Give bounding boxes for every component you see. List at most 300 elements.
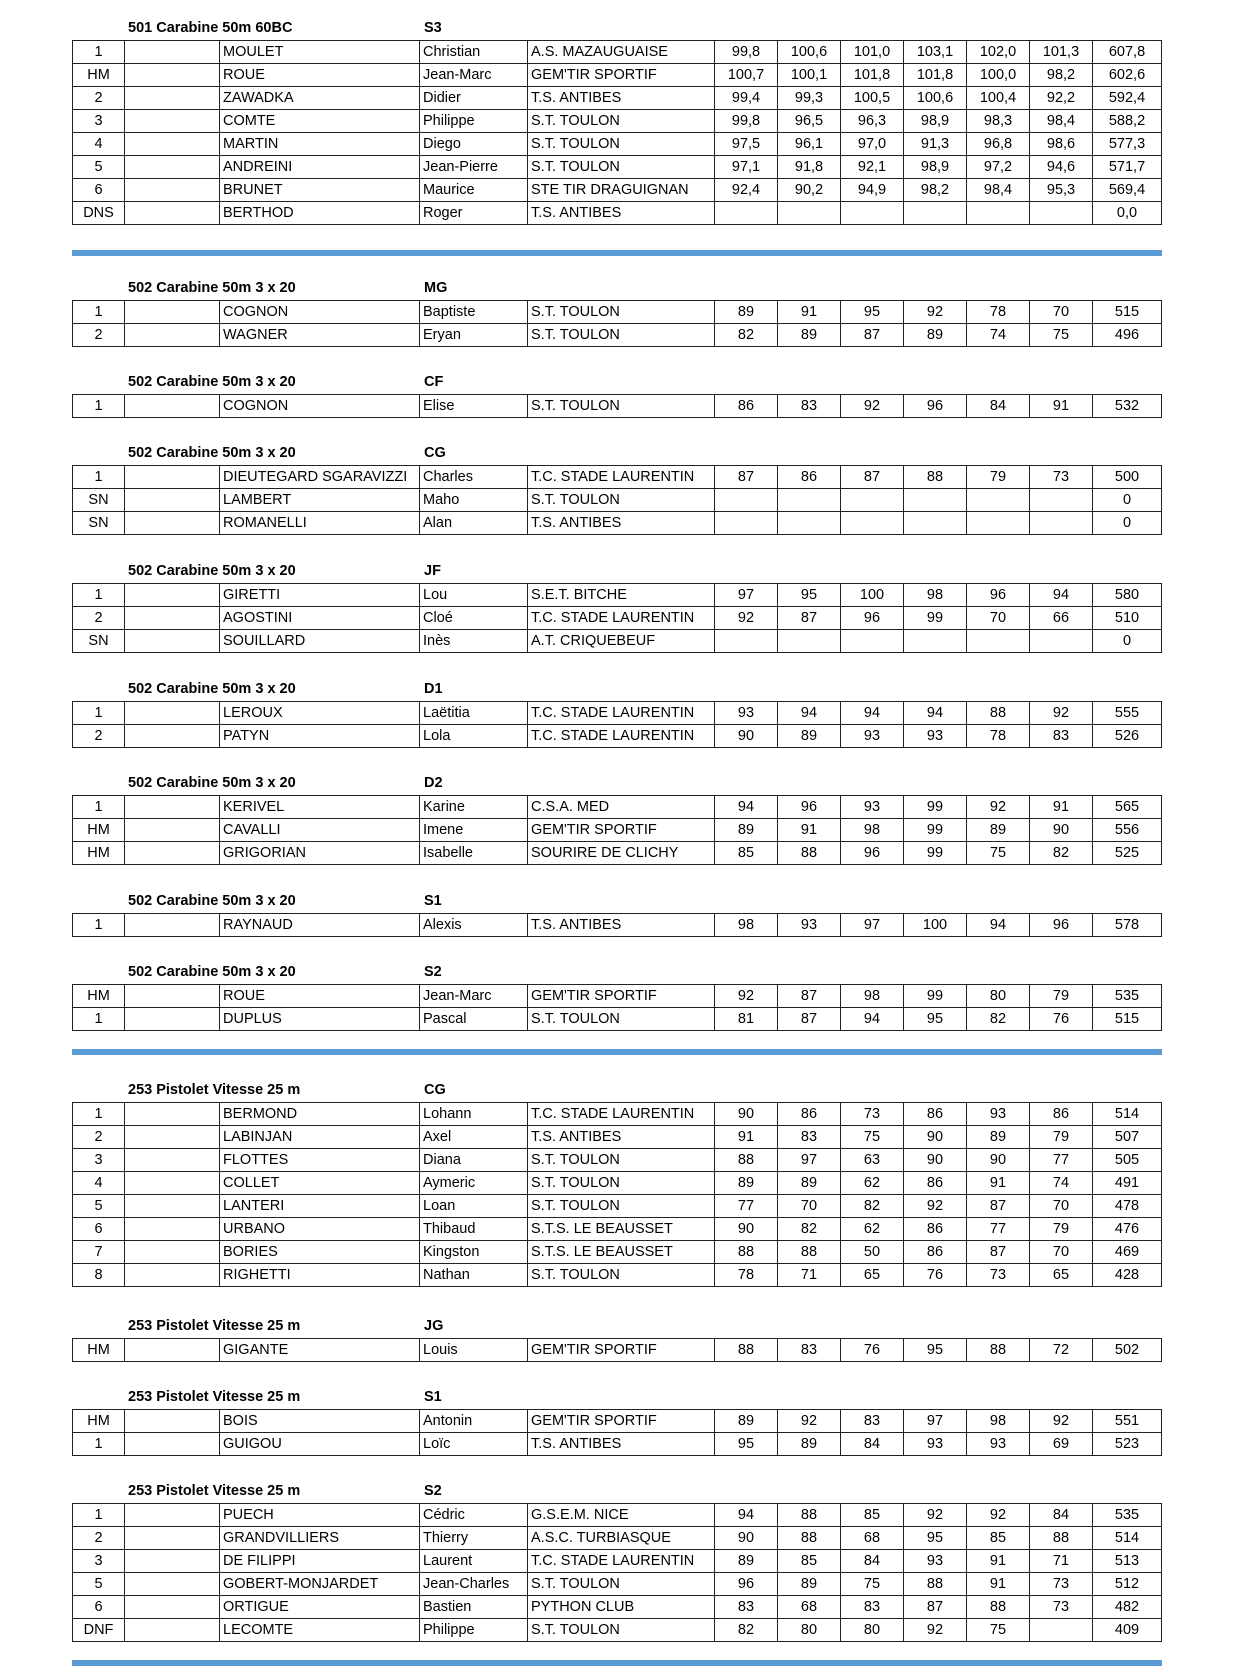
score-s1-cell: 90	[715, 1527, 778, 1550]
total-cell: 482	[1093, 1596, 1162, 1619]
total-cell: 512	[1093, 1573, 1162, 1596]
total-cell: 551	[1093, 1410, 1162, 1433]
score-s4-cell: 103,1	[904, 41, 967, 64]
firstname-cell: Jean-Pierre	[420, 156, 528, 179]
lastname-cell: GIGANTE	[220, 1339, 420, 1362]
score-s6-cell: 92,2	[1030, 87, 1093, 110]
event-title: 502 Carabine 50m 3 x 20	[128, 445, 296, 461]
total-cell: 578	[1093, 914, 1162, 937]
firstname-cell: Inès	[420, 630, 528, 653]
dossard-cell	[125, 1410, 220, 1433]
lastname-cell: GRANDVILLIERS	[220, 1527, 420, 1550]
score-s2-cell: 100,1	[778, 64, 841, 87]
club-cell: GEM'TIR SPORTIF	[528, 1410, 715, 1433]
category-label: MG	[424, 280, 448, 296]
club-cell: S.T.S. LE BEAUSSET	[528, 1241, 715, 1264]
club-cell: T.C. STADE LAURENTIN	[528, 1550, 715, 1573]
score-s5-cell: 91	[967, 1172, 1030, 1195]
lastname-cell: LANTERI	[220, 1195, 420, 1218]
score-s3-cell: 93	[841, 796, 904, 819]
firstname-cell: Jean-Charles	[420, 1573, 528, 1596]
score-s4-cell: 100	[904, 914, 967, 937]
block-header	[72, 771, 1161, 795]
firstname-cell: Aymeric	[420, 1172, 528, 1195]
results-table	[72, 1338, 1162, 1362]
score-s1-cell: 97,5	[715, 133, 778, 156]
total-cell: 526	[1093, 725, 1162, 748]
score-s4-cell: 95	[904, 1008, 967, 1031]
table-row	[73, 630, 1162, 653]
score-s1-cell: 89	[715, 1550, 778, 1573]
score-s1-cell: 92,4	[715, 179, 778, 202]
firstname-cell: Lola	[420, 725, 528, 748]
total-cell: 0	[1093, 489, 1162, 512]
club-cell: T.C. STADE LAURENTIN	[528, 702, 715, 725]
score-s6-cell	[1030, 1619, 1093, 1642]
score-s3-cell: 101,8	[841, 64, 904, 87]
score-s5-cell: 98	[967, 1410, 1030, 1433]
category-label: S1	[424, 893, 442, 909]
table-row	[73, 1619, 1162, 1642]
score-s2-cell: 92	[778, 1410, 841, 1433]
score-s6-cell: 70	[1030, 301, 1093, 324]
rank-cell: SN	[73, 630, 125, 653]
score-s6-cell: 95,3	[1030, 179, 1093, 202]
score-s2-cell	[778, 202, 841, 225]
score-s2-cell: 80	[778, 1619, 841, 1642]
score-s3-cell: 95	[841, 301, 904, 324]
score-s4-cell: 91,3	[904, 133, 967, 156]
rank-cell: 4	[73, 1172, 125, 1195]
score-s3-cell: 84	[841, 1550, 904, 1573]
score-s3-cell: 98	[841, 819, 904, 842]
score-s5-cell: 92	[967, 796, 1030, 819]
score-s5-cell: 88	[967, 702, 1030, 725]
firstname-cell: Isabelle	[420, 842, 528, 865]
dossard-cell	[125, 1218, 220, 1241]
score-s6-cell: 72	[1030, 1339, 1093, 1362]
score-s4-cell	[904, 512, 967, 535]
dossard-cell	[125, 324, 220, 347]
rank-cell: 1	[73, 395, 125, 418]
score-s5-cell	[967, 202, 1030, 225]
score-s1-cell: 78	[715, 1264, 778, 1287]
lastname-cell: FLOTTES	[220, 1149, 420, 1172]
score-s1-cell: 83	[715, 1596, 778, 1619]
score-s1-cell: 90	[715, 1103, 778, 1126]
firstname-cell: Maho	[420, 489, 528, 512]
score-s2-cell	[778, 489, 841, 512]
firstname-cell: Lou	[420, 584, 528, 607]
score-s5-cell: 91	[967, 1550, 1030, 1573]
rank-cell: HM	[73, 64, 125, 87]
score-s1-cell	[715, 630, 778, 653]
dossard-cell	[125, 725, 220, 748]
score-s4-cell: 92	[904, 1504, 967, 1527]
score-s4-cell: 98,9	[904, 156, 967, 179]
lastname-cell: KERIVEL	[220, 796, 420, 819]
score-s3-cell: 75	[841, 1126, 904, 1149]
lastname-cell: GRIGORIAN	[220, 842, 420, 865]
club-cell: T.C. STADE LAURENTIN	[528, 607, 715, 630]
club-cell: T.S. ANTIBES	[528, 1126, 715, 1149]
score-s5-cell: 96	[967, 584, 1030, 607]
club-cell: GEM'TIR SPORTIF	[528, 1339, 715, 1362]
dossard-cell	[125, 1573, 220, 1596]
score-s5-cell: 79	[967, 466, 1030, 489]
section-separator	[72, 250, 1162, 256]
score-s4-cell: 101,8	[904, 64, 967, 87]
score-s4-cell: 92	[904, 1195, 967, 1218]
score-s3-cell: 62	[841, 1218, 904, 1241]
firstname-cell: Thierry	[420, 1527, 528, 1550]
results-table	[72, 465, 1162, 535]
rank-cell: HM	[73, 1410, 125, 1433]
firstname-cell: Eryan	[420, 324, 528, 347]
results-table	[72, 583, 1162, 653]
score-s2-cell: 86	[778, 466, 841, 489]
table-row	[73, 584, 1162, 607]
competition-block	[72, 16, 1161, 225]
table-row	[73, 1433, 1162, 1456]
lastname-cell: COGNON	[220, 301, 420, 324]
table-row	[73, 133, 1162, 156]
firstname-cell: Christian	[420, 41, 528, 64]
table-row	[73, 1504, 1162, 1527]
score-s5-cell: 80	[967, 985, 1030, 1008]
score-s6-cell: 73	[1030, 466, 1093, 489]
score-s2-cell	[778, 630, 841, 653]
dossard-cell	[125, 133, 220, 156]
score-s3-cell	[841, 202, 904, 225]
score-s4-cell: 90	[904, 1126, 967, 1149]
rank-cell: 1	[73, 301, 125, 324]
score-s5-cell: 94	[967, 914, 1030, 937]
lastname-cell: ANDREINI	[220, 156, 420, 179]
score-s4-cell: 98,9	[904, 110, 967, 133]
table-row	[73, 1596, 1162, 1619]
firstname-cell: Laurent	[420, 1550, 528, 1573]
score-s2-cell: 89	[778, 725, 841, 748]
score-s1-cell: 99,8	[715, 41, 778, 64]
table-row	[73, 301, 1162, 324]
score-s3-cell: 97,0	[841, 133, 904, 156]
score-s2-cell: 87	[778, 985, 841, 1008]
total-cell: 592,4	[1093, 87, 1162, 110]
competition-block	[72, 441, 1161, 535]
score-s2-cell: 91	[778, 819, 841, 842]
score-s4-cell	[904, 630, 967, 653]
competition-block	[72, 1479, 1161, 1642]
score-s6-cell: 90	[1030, 819, 1093, 842]
firstname-cell: Philippe	[420, 1619, 528, 1642]
score-s6-cell: 86	[1030, 1103, 1093, 1126]
score-s6-cell: 79	[1030, 1218, 1093, 1241]
firstname-cell: Laëtitia	[420, 702, 528, 725]
table-row	[73, 1410, 1162, 1433]
score-s6-cell: 74	[1030, 1172, 1093, 1195]
dossard-cell	[125, 1433, 220, 1456]
firstname-cell: Bastien	[420, 1596, 528, 1619]
score-s4-cell: 99	[904, 842, 967, 865]
event-title: 502 Carabine 50m 3 x 20	[128, 775, 296, 791]
total-cell: 571,7	[1093, 156, 1162, 179]
score-s5-cell: 75	[967, 1619, 1030, 1642]
score-s3-cell: 96	[841, 607, 904, 630]
club-cell: S.T. TOULON	[528, 324, 715, 347]
dossard-cell	[125, 202, 220, 225]
results-table	[72, 984, 1162, 1031]
firstname-cell: Pascal	[420, 1008, 528, 1031]
score-s4-cell: 86	[904, 1172, 967, 1195]
firstname-cell: Roger	[420, 202, 528, 225]
dossard-cell	[125, 1619, 220, 1642]
score-s6-cell: 98,2	[1030, 64, 1093, 87]
lastname-cell: ORTIGUE	[220, 1596, 420, 1619]
dossard-cell	[125, 1527, 220, 1550]
score-s2-cell: 88	[778, 842, 841, 865]
score-s3-cell: 62	[841, 1172, 904, 1195]
score-s4-cell: 99	[904, 985, 967, 1008]
rank-cell: 1	[73, 466, 125, 489]
total-cell: 0	[1093, 512, 1162, 535]
score-s5-cell: 87	[967, 1241, 1030, 1264]
score-s2-cell: 95	[778, 584, 841, 607]
table-row	[73, 1218, 1162, 1241]
table-row	[73, 110, 1162, 133]
total-cell: 469	[1093, 1241, 1162, 1264]
rank-cell: 1	[73, 702, 125, 725]
table-row	[73, 395, 1162, 418]
results-table	[72, 795, 1162, 865]
rank-cell: 5	[73, 1573, 125, 1596]
score-s3-cell: 100,5	[841, 87, 904, 110]
competition-block	[72, 1078, 1161, 1287]
rank-cell: 6	[73, 179, 125, 202]
score-s2-cell: 83	[778, 1339, 841, 1362]
score-s1-cell: 77	[715, 1195, 778, 1218]
total-cell: 569,4	[1093, 179, 1162, 202]
score-s3-cell: 83	[841, 1596, 904, 1619]
score-s2-cell: 96,5	[778, 110, 841, 133]
lastname-cell: BERMOND	[220, 1103, 420, 1126]
score-s4-cell: 100,6	[904, 87, 967, 110]
total-cell: 565	[1093, 796, 1162, 819]
results-table	[72, 701, 1162, 748]
lastname-cell: BRUNET	[220, 179, 420, 202]
score-s4-cell: 97	[904, 1410, 967, 1433]
club-cell: S.T. TOULON	[528, 1573, 715, 1596]
score-s5-cell: 89	[967, 1126, 1030, 1149]
dossard-cell	[125, 1550, 220, 1573]
lastname-cell: ROUE	[220, 985, 420, 1008]
score-s6-cell: 92	[1030, 1410, 1093, 1433]
firstname-cell: Jean-Marc	[420, 64, 528, 87]
firstname-cell: Cloé	[420, 607, 528, 630]
score-s6-cell: 79	[1030, 985, 1093, 1008]
rank-cell: 2	[73, 607, 125, 630]
dossard-cell	[125, 584, 220, 607]
score-s5-cell: 90	[967, 1149, 1030, 1172]
score-s1-cell: 95	[715, 1433, 778, 1456]
score-s4-cell: 86	[904, 1103, 967, 1126]
table-row	[73, 985, 1162, 1008]
score-s1-cell: 97,1	[715, 156, 778, 179]
score-s3-cell: 65	[841, 1264, 904, 1287]
lastname-cell: AGOSTINI	[220, 607, 420, 630]
club-cell: S.T. TOULON	[528, 395, 715, 418]
score-s3-cell: 76	[841, 1339, 904, 1362]
firstname-cell: Alan	[420, 512, 528, 535]
category-label: JG	[424, 1318, 444, 1334]
score-s4-cell: 99	[904, 607, 967, 630]
dossard-cell	[125, 87, 220, 110]
club-cell: C.S.A. MED	[528, 796, 715, 819]
competition-block	[72, 960, 1161, 1031]
score-s6-cell	[1030, 512, 1093, 535]
score-s2-cell: 85	[778, 1550, 841, 1573]
score-s5-cell: 74	[967, 324, 1030, 347]
score-s4-cell: 93	[904, 1433, 967, 1456]
score-s1-cell: 88	[715, 1149, 778, 1172]
lastname-cell: GUIGOU	[220, 1433, 420, 1456]
score-s1-cell: 97	[715, 584, 778, 607]
club-cell: T.S. ANTIBES	[528, 202, 715, 225]
score-s3-cell: 94	[841, 1008, 904, 1031]
total-cell: 500	[1093, 466, 1162, 489]
score-s5-cell	[967, 512, 1030, 535]
score-s4-cell: 86	[904, 1218, 967, 1241]
event-title: 253 Pistolet Vitesse 25 m	[128, 1082, 301, 1098]
dossard-cell	[125, 489, 220, 512]
score-s4-cell: 93	[904, 1550, 967, 1573]
score-s2-cell: 89	[778, 1172, 841, 1195]
rank-cell: 6	[73, 1596, 125, 1619]
score-s2-cell: 90,2	[778, 179, 841, 202]
results-table	[72, 40, 1162, 225]
block-header	[72, 276, 1161, 300]
table-row	[73, 87, 1162, 110]
score-s5-cell: 102,0	[967, 41, 1030, 64]
block-header	[72, 1078, 1161, 1102]
score-s4-cell: 98,2	[904, 179, 967, 202]
score-s5-cell: 73	[967, 1264, 1030, 1287]
lastname-cell: MOULET	[220, 41, 420, 64]
score-s5-cell: 78	[967, 301, 1030, 324]
results-table	[72, 394, 1162, 418]
score-s2-cell: 89	[778, 324, 841, 347]
score-s1-cell: 99,8	[715, 110, 778, 133]
score-s1-cell: 94	[715, 1504, 778, 1527]
block-header	[72, 889, 1161, 913]
total-cell: 535	[1093, 985, 1162, 1008]
score-s3-cell: 68	[841, 1527, 904, 1550]
lastname-cell: URBANO	[220, 1218, 420, 1241]
score-s6-cell: 73	[1030, 1573, 1093, 1596]
score-s5-cell: 75	[967, 842, 1030, 865]
lastname-cell: GIRETTI	[220, 584, 420, 607]
score-s6-cell: 69	[1030, 1433, 1093, 1456]
dossard-cell	[125, 985, 220, 1008]
lastname-cell: CAVALLI	[220, 819, 420, 842]
lastname-cell: COGNON	[220, 395, 420, 418]
event-title: 253 Pistolet Vitesse 25 m	[128, 1318, 301, 1334]
rank-cell: HM	[73, 985, 125, 1008]
firstname-cell: Maurice	[420, 179, 528, 202]
club-cell: PYTHON CLUB	[528, 1596, 715, 1619]
firstname-cell: Charles	[420, 466, 528, 489]
results-table	[72, 1409, 1162, 1456]
event-title: 502 Carabine 50m 3 x 20	[128, 893, 296, 909]
score-s4-cell: 92	[904, 301, 967, 324]
category-label: D2	[424, 775, 443, 791]
club-cell: S.T. TOULON	[528, 1172, 715, 1195]
category-label: S2	[424, 1483, 442, 1499]
score-s2-cell: 88	[778, 1241, 841, 1264]
score-s3-cell: 63	[841, 1149, 904, 1172]
lastname-cell: ROMANELLI	[220, 512, 420, 535]
lastname-cell: RAYNAUD	[220, 914, 420, 937]
total-cell: 532	[1093, 395, 1162, 418]
score-s4-cell: 92	[904, 1619, 967, 1642]
score-s6-cell: 88	[1030, 1527, 1093, 1550]
score-s3-cell: 83	[841, 1410, 904, 1433]
score-s3-cell: 98	[841, 985, 904, 1008]
score-s4-cell: 99	[904, 819, 967, 842]
score-s5-cell: 70	[967, 607, 1030, 630]
table-row	[73, 1550, 1162, 1573]
rank-cell: 1	[73, 41, 125, 64]
club-cell: S.T. TOULON	[528, 489, 715, 512]
score-s1-cell: 85	[715, 842, 778, 865]
table-row	[73, 702, 1162, 725]
lastname-cell: PUECH	[220, 1504, 420, 1527]
club-cell: A.T. CRIQUEBEUF	[528, 630, 715, 653]
total-cell: 555	[1093, 702, 1162, 725]
competition-block	[72, 771, 1161, 865]
score-s6-cell: 94	[1030, 584, 1093, 607]
score-s5-cell: 92	[967, 1504, 1030, 1527]
score-s5-cell: 77	[967, 1218, 1030, 1241]
dossard-cell	[125, 1126, 220, 1149]
score-s5-cell: 85	[967, 1527, 1030, 1550]
lastname-cell: ZAWADKA	[220, 87, 420, 110]
score-s1-cell: 89	[715, 819, 778, 842]
score-s3-cell	[841, 630, 904, 653]
score-s5-cell: 91	[967, 1573, 1030, 1596]
category-label: CG	[424, 445, 446, 461]
lastname-cell: WAGNER	[220, 324, 420, 347]
table-row	[73, 1126, 1162, 1149]
total-cell: 523	[1093, 1433, 1162, 1456]
club-cell: S.T. TOULON	[528, 1008, 715, 1031]
score-s6-cell: 98,4	[1030, 110, 1093, 133]
firstname-cell: Nathan	[420, 1264, 528, 1287]
dossard-cell	[125, 607, 220, 630]
lastname-cell: BOIS	[220, 1410, 420, 1433]
lastname-cell: BORIES	[220, 1241, 420, 1264]
block-header	[72, 1314, 1161, 1338]
total-cell: 607,8	[1093, 41, 1162, 64]
score-s1-cell: 88	[715, 1339, 778, 1362]
dossard-cell	[125, 1504, 220, 1527]
score-s4-cell: 86	[904, 1241, 967, 1264]
lastname-cell: RIGHETTI	[220, 1264, 420, 1287]
block-header	[72, 16, 1161, 40]
score-s5-cell: 88	[967, 1596, 1030, 1619]
score-s6-cell: 65	[1030, 1264, 1093, 1287]
total-cell: 580	[1093, 584, 1162, 607]
